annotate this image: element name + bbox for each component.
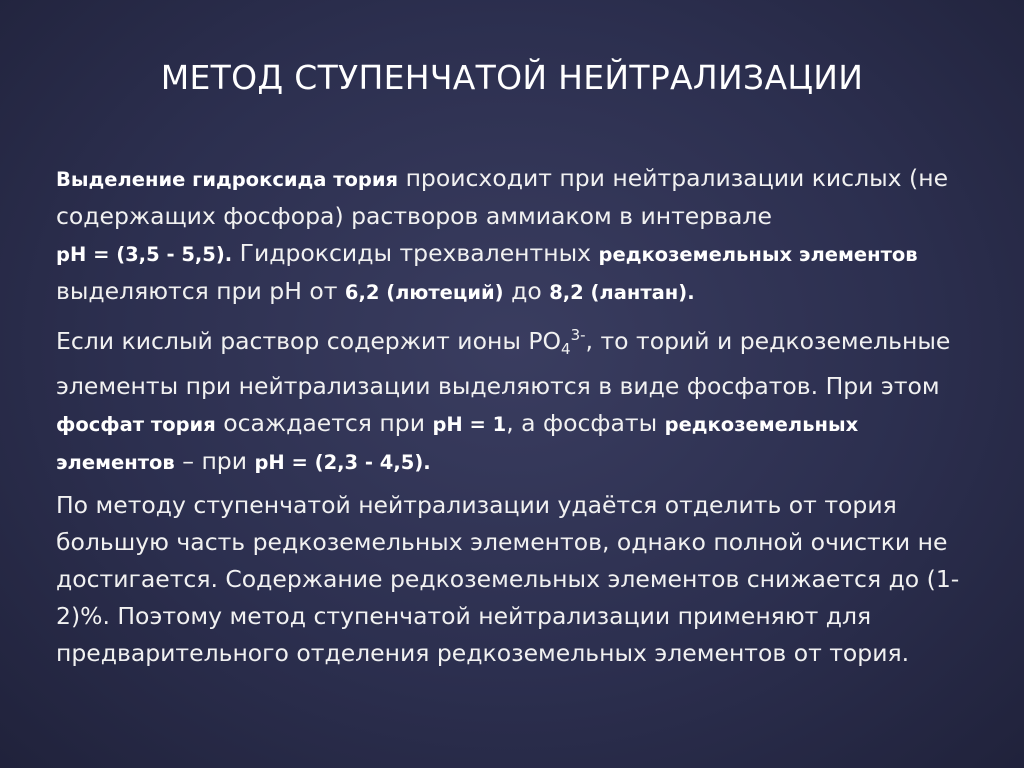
bold-term: редкоземельных элементов bbox=[598, 243, 918, 266]
bold-term: Выделение гидроксида тория bbox=[56, 168, 399, 191]
text-segment: – при bbox=[174, 447, 255, 475]
bold-term: pH = (3,5 - 5,5). bbox=[56, 243, 233, 266]
text-segment: до bbox=[503, 277, 550, 305]
subscript: 4 bbox=[561, 340, 571, 358]
text-segment: , то торий и редкоземельные элементы при нейтрализации выделяются в виде фосфатов. При этом bbox=[56, 327, 951, 400]
text-segment: выделяются при pH от bbox=[56, 277, 345, 305]
bold-term: 8,2 (лантан). bbox=[549, 281, 695, 304]
text-segment: Если кислый раствор содержит ионы PO bbox=[56, 327, 562, 355]
slide-body bbox=[56, 160, 976, 678]
paragraph-phosphates bbox=[56, 317, 976, 481]
bold-term: pH = 1 bbox=[432, 413, 507, 436]
bold-term: редкоземельных элементов bbox=[56, 413, 859, 474]
text-segment: , а фосфаты bbox=[506, 409, 665, 437]
text-segment: осаждается при bbox=[215, 409, 433, 437]
bold-term: фосфат тория bbox=[56, 413, 216, 436]
bold-term: pH = (2,3 - 4,5). bbox=[254, 451, 431, 474]
slide-title: МЕТОД СТУПЕНЧАТОЙ НЕЙТРАЛИЗАЦИИ bbox=[160, 58, 864, 97]
paragraph-thorium-hydroxide bbox=[56, 160, 976, 311]
bold-term: 6,2 (лютеций) bbox=[344, 281, 504, 304]
superscript: 3- bbox=[570, 326, 586, 344]
paragraph-conclusion: По методу ступенчатой нейтрализации удаётся отделить от тория большую часть редкоземельных элементов, однако полной очистки не достигается. Содержание редкоземельных элементов снижается до (1-2)%. Поэтому метод ступенчатой нейтрализации применяют для предварительного отделения редкоземельных элементов от тория. bbox=[56, 491, 960, 667]
text-segment: происходит при нейтрализации кислых (не содержащих фосфора) растворов аммиаком в интервале bbox=[56, 164, 949, 230]
text-segment: Гидроксиды трехвалентных bbox=[232, 239, 599, 267]
